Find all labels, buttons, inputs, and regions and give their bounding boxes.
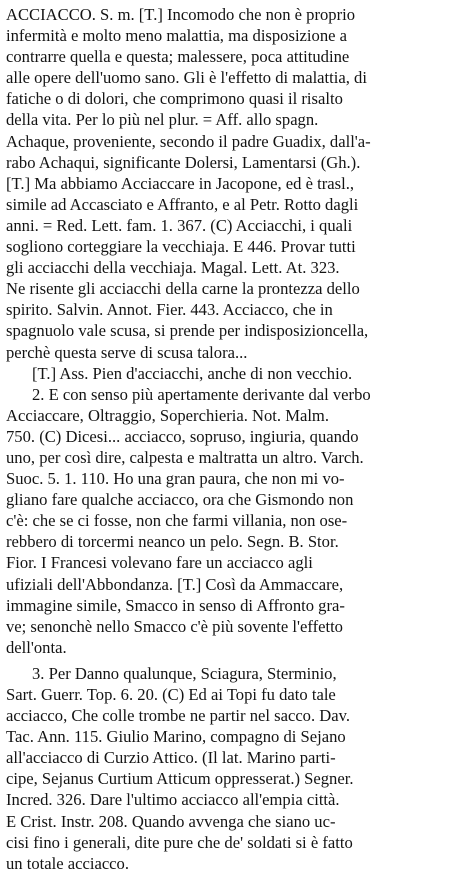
text-line: uno, per così dire, calpesta e maltratta un altro. Varch. [6, 447, 364, 467]
text-line: simile ad Accasciato e Affranto, e al Petr. Rotto dagli [6, 194, 359, 214]
entry-sense-ass: [T.] Ass. Pien d'acciacchi, anche di non vecchio. [32, 363, 353, 383]
text-line: all'acciacco di Curzio Attico. (Il lat. Marino parti- [6, 748, 336, 768]
text-line: Fior. I Francesi volevano fare un acciacco agli [6, 553, 313, 573]
text-line: Tac. Ann. 115. Giulio Marino, compagno di Sejano [6, 727, 346, 747]
text-line: della vita. Per lo più nel plur. = Aff. allo spagn. [6, 110, 319, 130]
text-line: ufiziali dell'Abbondanza. [T.] Così da Ammaccare, [6, 574, 344, 594]
text-line: Ne risente gli acciacchi della carne la prontezza dello [6, 279, 360, 299]
text-line: spagnuolo vale scusa, si prende per indisposizioncella, [6, 321, 369, 341]
text-line: c'è: che se ci fosse, non che farmi villania, non ose- [6, 511, 348, 531]
text-line: sogliono corteggiare la vecchiaja. E 446. Provar tutti [6, 237, 356, 257]
text-line: dell'onta. [6, 637, 67, 657]
text-line: 3. Per Danno qualunque, Sciagura, Sterminio, [32, 663, 337, 683]
entry-sense-3 [6, 663, 470, 874]
text-line: infermità e molto meno malattia, ma disposizione a [6, 26, 347, 46]
text-line: 2. E con senso più apertamente derivante dal verbo [32, 384, 371, 404]
text-line: un totale acciacco. [6, 853, 129, 873]
text-line: Acciaccare, Oltraggio, Soperchieria. Not. Malm. [6, 405, 329, 425]
entry-sense-2 [6, 384, 470, 658]
text-line: alle opere dell'uomo sano. Gli è l'effetto di malattia, di [6, 68, 367, 88]
text-line: cisi fino i generali, dite pure che de' soldati si è fatto [6, 832, 353, 852]
text-line: immagine simile, Smacco in senso di Affronto gra- [6, 595, 345, 615]
text-line: spirito. Salvin. Annot. Fier. 443. Acciacco, che in [6, 300, 333, 320]
text-line: [T.] Ma abbiamo Acciaccare in Jacopone, ed è trasl., [6, 173, 354, 193]
entry-definition [6, 4, 470, 363]
text-line: cipe, Sejanus Curtium Atticum oppresserat.) Segner. [6, 769, 354, 789]
text-line: E Crist. Instr. 208. Quando avvenga che siano uc- [6, 811, 336, 831]
text-line: anni. = Red. Lett. fam. 1. 367. (C) Acciacchi, i quali [6, 215, 353, 235]
text-line: gliano fare qualche acciacco, ora che Gismondo non [6, 490, 354, 510]
text-line: ve; senonchè nello Smacco c'è più sovente l'effetto [6, 616, 343, 636]
text-line: rabo Achaqui, significante Dolersi, Lamentarsi (Gh.). [6, 152, 361, 172]
text-line: ACCIACCO. S. m. [T.] Incomodo che non è proprio [6, 5, 356, 24]
text-line: gli acciacchi della vecchiaja. Magal. Lett. At. 323. [6, 258, 340, 278]
text-line: Suoc. 5. 1. 110. Ho una gran paura, che non mi vo- [6, 469, 345, 489]
text-line: Sart. Guerr. Top. 6. 20. (C) Ed ai Topi fu dato tale [6, 685, 336, 704]
text-line: 750. (C) Dicesi... acciacco, sopruso, ingiuria, quando [6, 426, 359, 446]
text-line: contrarre quella e questa; malessere, poca attitudine [6, 47, 350, 67]
dictionary-entry [6, 4, 470, 874]
text-line: Incred. 326. Dare l'ultimo acciacco all'empia città. [6, 790, 340, 810]
text-line: fatiche o di dolori, che comprimono quasi il risalto [6, 89, 343, 109]
text-line: rebbero di torcermi neanco un pelo. Segn. B. Stor. [6, 532, 339, 552]
text-line: acciacco, Che colle trombe ne partir nel sacco. Dav. [6, 706, 350, 726]
text-line: perchè questa serve di scusa talora... [6, 342, 248, 362]
text-line: Achaque, proveniente, secondo il padre Guadix, dall'a- [6, 131, 371, 151]
